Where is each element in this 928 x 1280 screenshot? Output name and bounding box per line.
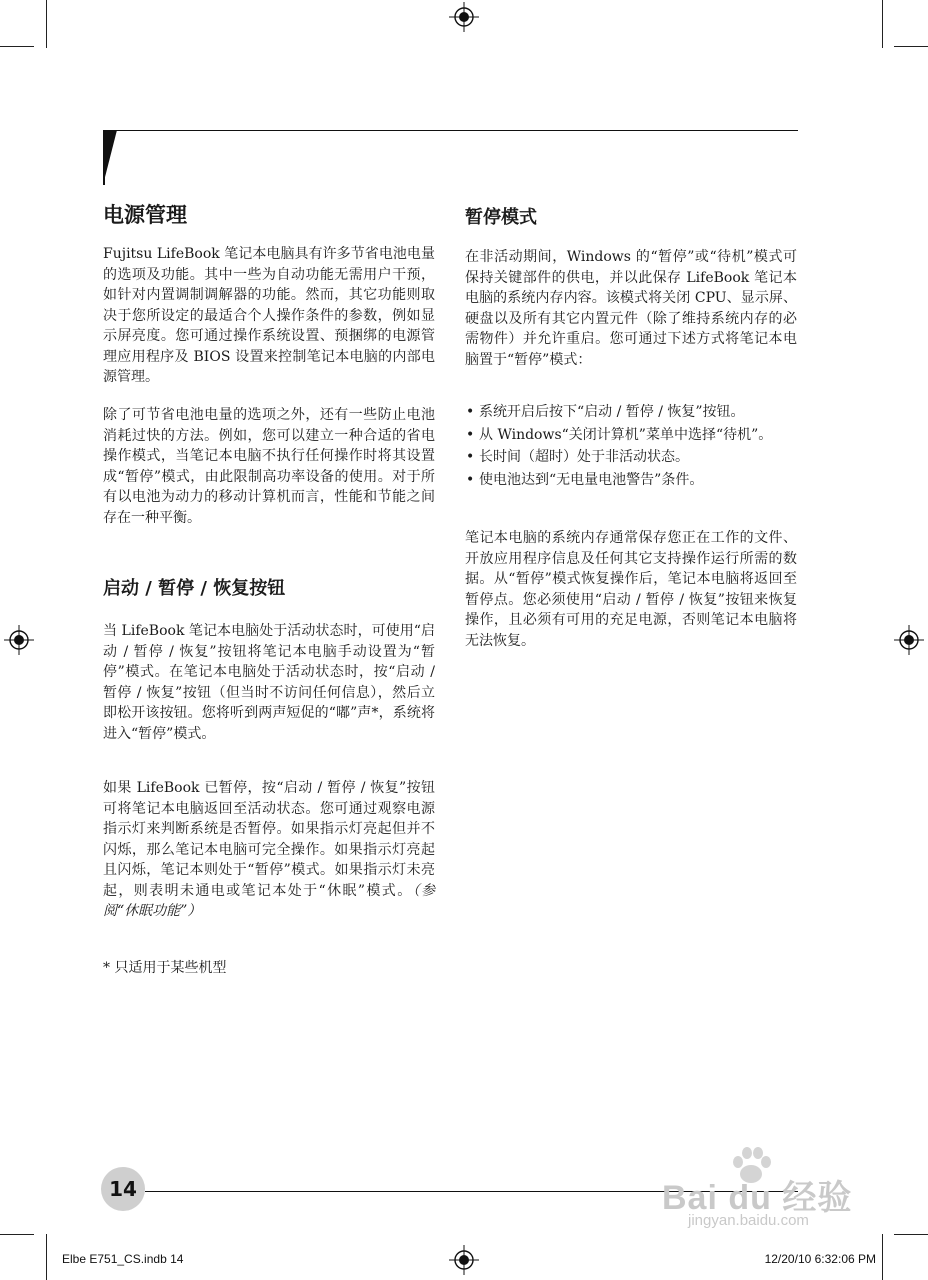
paragraph-button-2-text: 如果 LifeBook 已暂停，按“启动 / 暂停 / 恢复”按钮可将笔记本电脑返回至活动状态。您可通过观察电源指示灯来判断系统是否暂停。如果指示灯亮起但并不闪烁，那么笔记本电脑可完全操作。如果指示灯亮起且闪烁，笔记本则处于“暂停”模式。如果指示灯未亮起，则表明未通电或笔记本处于“休眠”模式。 — [103, 780, 435, 899]
paragraph-button-1: 当 LifeBook 笔记本电脑处于活动状态时，可使用“启动 / 暂停 / 恢复”按钮将笔记本电脑手动设置为“暂停”模式。在笔记本电脑处于活动状态时，按“启动 / 暂停 / 恢复”按钮（但当时不访问任何信息），然后立即松开该按钮。您将听到两声短促的“嘟”声*，系统将进入“暂停”模式。 — [103, 623, 435, 742]
bullet-icon: • — [466, 471, 475, 488]
crop-mark-bottom-right-v — [882, 1234, 883, 1280]
paragraph-suspend-1: 在非活动期间，Windows 的“暂停”或“待机”模式可保持关键部件的供电，并以此保存 LifeBook 笔记本电脑的系统内存内容。该模式将关闭 CPU、显示屏、硬盘以及所有其它内置元件（除了维持系统内存的必需物件）并允许重启。您可通过下述方式将笔记本电脑置于“暂停”模式： — [465, 249, 797, 368]
registration-mark-icon — [449, 1245, 479, 1275]
slug-file-name: Elbe E751_CS.indb 14 — [62, 1252, 184, 1266]
crop-mark-top-right-h — [894, 46, 928, 47]
paragraph-suspend-2: 笔记本电脑的系统内存通常保存您正在工作的文件、开放应用程序信息及任何其它支持操作运行所需的数据。从“暂停”模式恢复操作后，笔记本电脑将返回至暂停点。您必须使用“启动 / 暂停 / 恢复”按钮来恢复操作，且必须有可用的充足电源，否则笔记本电脑将无法恢复。 — [465, 530, 797, 649]
list-item: • 长时间（超时）处于非活动状态。 — [465, 447, 801, 468]
corner-tab — [103, 130, 117, 185]
list-item: • 使电池达到“无电量电池警告”条件。 — [465, 470, 801, 491]
registration-mark-icon — [4, 625, 34, 655]
paragraph-power-1: Fujitsu LifeBook 笔记本电脑具有许多节省电池电量的选项及功能。其中一些为自动功能无需用户干预，如针对内置调制调解器的功能。然而，其它功能则取决于您所设定的最适合个人操作条件的参数，例如显示屏亮度。您可通过操作系统设置、预捆绑的电源管理应用程序及 BIOS 设置来控制笔记本电脑的内部电源管理。 — [103, 246, 435, 385]
bullet-icon: • — [466, 404, 475, 420]
bullet-icon: • — [466, 449, 475, 465]
paragraph-power-2: 除了可节省电池电量的选项之外，还有一些防止电池消耗过快的方法。例如，您可以建立一种合适的省电操作模式，当笔记本电脑不执行任何操作时将其设置成“暂停”模式，由此限制高功率设备的使用。对于所有以电池为动力的移动计算机而言，性能和节能之间存在一种平衡。 — [103, 407, 435, 526]
suspend-methods-list — [465, 402, 801, 492]
crop-mark-bottom-left-h — [0, 1234, 34, 1235]
page-number: 14 — [109, 1177, 137, 1201]
crop-mark-top-right-v — [882, 0, 883, 48]
heading-power-management: 电源管理 — [103, 203, 187, 227]
registration-mark-icon — [449, 2, 479, 32]
footnote: * 只适用于某些机型 — [103, 960, 227, 976]
paragraph-button-2 — [103, 778, 435, 922]
list-item: • 系统开启后按下“启动 / 暂停 / 恢复”按钮。 — [465, 402, 801, 423]
watermark-brand: Bai du 经验 — [662, 1179, 853, 1217]
slug-timestamp: 12/20/10 6:32:06 PM — [764, 1252, 876, 1266]
crop-mark-top-left-v — [46, 0, 47, 48]
heading-power-button: 启动 / 暂停 / 恢复按钮 — [103, 578, 286, 599]
heading-suspend-mode: 暂停模式 — [465, 207, 537, 228]
watermark-url: jingyan.baidu.com — [688, 1212, 809, 1229]
top-rule — [103, 130, 798, 131]
crop-mark-top-left-h — [0, 46, 34, 47]
crop-mark-bottom-left-v — [46, 1234, 47, 1280]
registration-mark-icon — [894, 625, 924, 655]
hibernate-reference-link[interactable]: （参阅“休眠功能”） — [103, 882, 435, 919]
crop-mark-bottom-right-h — [894, 1234, 928, 1235]
list-item: • 从 Windows“关闭计算机”菜单中选择“待机”。 — [465, 425, 801, 446]
bullet-icon: • — [466, 426, 475, 443]
